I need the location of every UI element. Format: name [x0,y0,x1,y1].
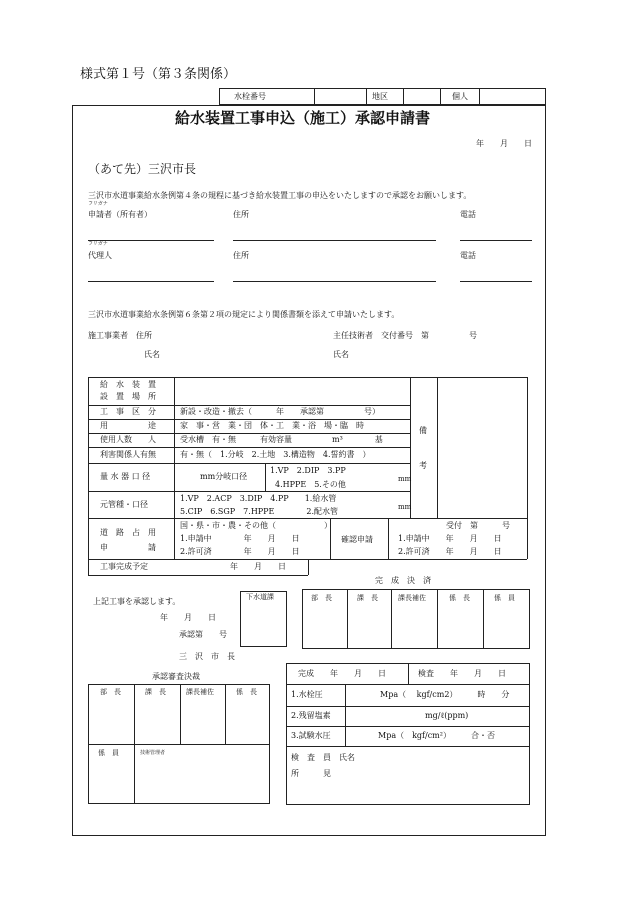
completion-plan-date: 年 月 日 [230,562,286,571]
inspection-checked: 検査 年 月 日 [418,669,506,678]
completion-col: 係 員 [494,594,515,602]
addressee: （あて先）三沢市長 [88,162,197,176]
agent-label: 代理人 [88,251,112,260]
chlorine-value: mg/ℓ(ppm) [425,711,469,720]
road-owner: 国・県・市・農・その他（ ） [180,521,332,530]
review-col: 課長補佐 [186,688,214,696]
remarks-label: 備 [419,426,427,435]
interest-value: 有・無（ 1.分岐 2.土地 3.構造物 4.誓約書 ） [180,450,371,459]
review-col: 課 長 [145,688,166,696]
pipe-type-1: 1.VP 2.ACP 3.DIP 4.PP 1.給水管 [180,494,337,503]
divider [403,88,404,105]
pipe-label: 元管種・口径 [100,500,148,509]
completion-plan-label: 工事完成予定 [100,562,148,571]
agent-address-label: 住所 [233,251,249,260]
use-label: 用 途 [100,421,156,430]
form-number: 様式第１号（第３条関係） [80,67,237,82]
page-title: 給水装置工事申込（施工）承認申請書 [175,109,431,127]
tap-pressure-value: Mpa（ kgf/cm2） 時 分 [380,690,510,699]
approval-date: 年 月 日 [160,613,216,622]
mayor-label: 三 沢 市 長 [179,652,235,661]
divider [440,88,441,105]
meter-label: 量 水 器 口 径 [100,472,151,481]
use-value: 家 事・営 業・団 体・工 業・浴 場・臨 時 [180,421,364,430]
applicant-address-line [233,240,436,241]
review-title: 承認審査決裁 [152,672,200,681]
review-col: 係 長 [236,688,257,696]
people-value: 受水槽 有・無 有効容量 m³ 基 [180,435,383,444]
review-col: 部 長 [100,688,121,696]
inspection-completed: 完成 年 月 日 [298,669,386,678]
site-label-2: 設 置 場 所 [100,392,156,401]
divider [314,88,315,105]
test-pressure-label: 3.試験水圧 [291,731,331,740]
agent-name-line [88,281,214,282]
meter-type-2: 4.HPPE 5.その他 [275,480,346,489]
work-type-value: 新設・改造・撤去（ 年 承認第 号） [180,407,380,416]
test-pressure-value: Mpa（ kgf/cm²） 合・否 [378,731,495,740]
units-label: 個人 [452,92,468,101]
contractor-address-label: 施工事業者 住所 [88,331,152,340]
opinion-label: 所 見 [291,769,331,778]
meter-branch: mm分岐口径 [200,472,248,481]
receipt-label: 受付 第 号 [446,521,510,530]
confirm-status-1: 1.申請中 年 月 日 [398,534,502,543]
engineer-name-label: 氏名 [333,350,349,359]
intro-text: 三沢市水道事業給水条例第４条の規程に基づき給水装置工事の申込をいたしますので承認をお願いします。 [88,191,472,200]
interest-label: 利害関係人有無 [100,450,156,459]
divider [479,88,480,105]
furigana-label: フリガナ [88,241,108,247]
agent-phone-line [460,281,532,282]
site-label: 給 水 装 置 [100,380,156,389]
meter-number-label: 水栓番号 [234,92,266,101]
completion-col: 課長補佐 [398,594,426,602]
completion-col: 部 長 [311,594,332,602]
applicant-phone-line [460,240,532,241]
completion-title: 完 成 決 済 [375,576,431,585]
road-label-2: 申 請 [100,543,156,552]
mm-unit: mm [398,475,412,483]
agent-phone-label: 電話 [460,251,476,260]
pipe-type-2: 5.CIP 6.SGP 7.HPPE 2.配水管 [180,507,339,516]
intro-text-2: 三沢市水道事業給水条例第６条第２項の規定により関係書類を添えて申請いたします。 [88,310,400,319]
confirm-status-2: 2.許可済 年 月 日 [398,547,502,556]
district-label: 地区 [372,92,388,101]
tap-pressure-label: 1.水栓圧 [291,690,323,699]
date-line: 年 月 日 [476,139,532,148]
approval-number: 承認第 号 [179,630,227,639]
mm-unit: mm [398,503,412,511]
inspector-label: 検 査 員 氏名 [291,753,355,762]
agent-address-line [233,281,436,282]
review-col: 係 員 [98,749,119,757]
road-status-2: 2.許可済 年 月 日 [180,547,300,556]
approval-text: 上記工事を承認します。 [93,597,181,606]
applicant-address-label: 住所 [233,210,249,219]
people-label: 使用人数 人 [100,435,156,444]
furigana-label: フリガナ [88,201,108,207]
applicant-label: 申請者（所有者） [88,210,152,219]
meter-type-1: 1.VP 2.DIP 3.PP [270,466,346,475]
sewer-label: 下水道課 [246,593,274,601]
confirm-label: 確認申請 [341,535,373,544]
contractor-name-label: 氏名 [144,350,160,359]
completion-col: 係 長 [449,594,470,602]
applicant-phone-label: 電話 [460,210,476,219]
road-label: 道 路 占 用 [100,528,156,537]
remarks-label-2: 考 [419,461,427,470]
divider [366,88,367,105]
engineer-label: 主任技術者 交付番号 第 号 [333,331,477,340]
work-type-label: 工 事 区 分 [100,407,156,416]
chlorine-label: 2.残留塩素 [291,711,331,720]
road-status-1: 1.申請中 年 月 日 [180,534,300,543]
review-col: 技術管理者 [140,750,166,756]
completion-col: 課 長 [357,594,378,602]
